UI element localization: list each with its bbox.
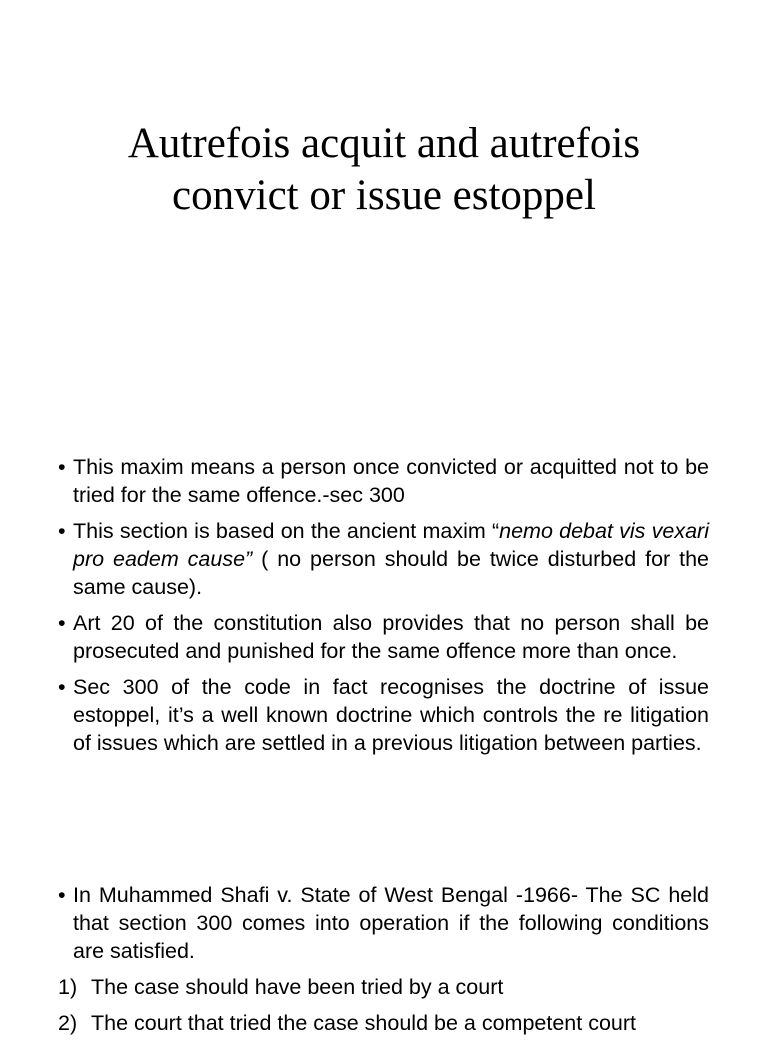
maxim-italic: nemo debat vis vexari pro eadem cause” — [73, 519, 709, 571]
item-number: 1) — [58, 975, 78, 999]
bullet-dot-icon: • — [58, 675, 66, 699]
slide-title — [40, 118, 728, 222]
bullet-dot-icon: • — [58, 611, 66, 635]
bullet-dot-icon: • — [58, 455, 66, 479]
bullet-item — [58, 881, 709, 965]
numbered-text: The court that tried the case should be a competent court — [91, 1011, 636, 1035]
bullet-item — [58, 609, 709, 665]
bullet-text-after: ( no person should be twice disturbed for the same cause). — [73, 547, 709, 599]
numbered-text: The case should have been tried by a court — [91, 975, 504, 999]
bullet-text-before: This section is based on the ancient maxim “ — [73, 519, 500, 543]
bullet-item — [58, 517, 709, 601]
bullet-item — [58, 453, 709, 509]
bullet-text: This maxim means a person once convicted or acquitted not to be tried for the same offence.-sec 300 — [73, 455, 709, 507]
bullet-text: Sec 300 of the code in fact recognises the doctrine of issue estoppel, it’s a well known doctrine which controls the re litigation of issues which are settled in a previous litigation between parties. — [73, 675, 709, 755]
numbered-item — [58, 973, 709, 1001]
bullet-text: In Muhammed Shafi v. State of West Bengal -1966- The SC held that section 300 comes into operation if the following conditions are satisfied. — [73, 883, 709, 963]
bullet-dot-icon: • — [58, 519, 66, 543]
bullet-dot-icon: • — [58, 883, 66, 907]
bullet-item — [58, 673, 709, 757]
numbered-item — [58, 1009, 709, 1037]
title-line-1: Autrefois acquit and autrefois — [127, 120, 641, 167]
title-line-2: convict or issue estoppel — [172, 172, 596, 219]
item-number: 2) — [58, 1011, 78, 1035]
bullet-list-main — [58, 453, 709, 765]
bullet-text: Art 20 of the constitution also provides that no person shall be prosecuted and punished for the same offence more than once. — [73, 611, 709, 663]
bullet-list-case — [58, 881, 709, 1045]
